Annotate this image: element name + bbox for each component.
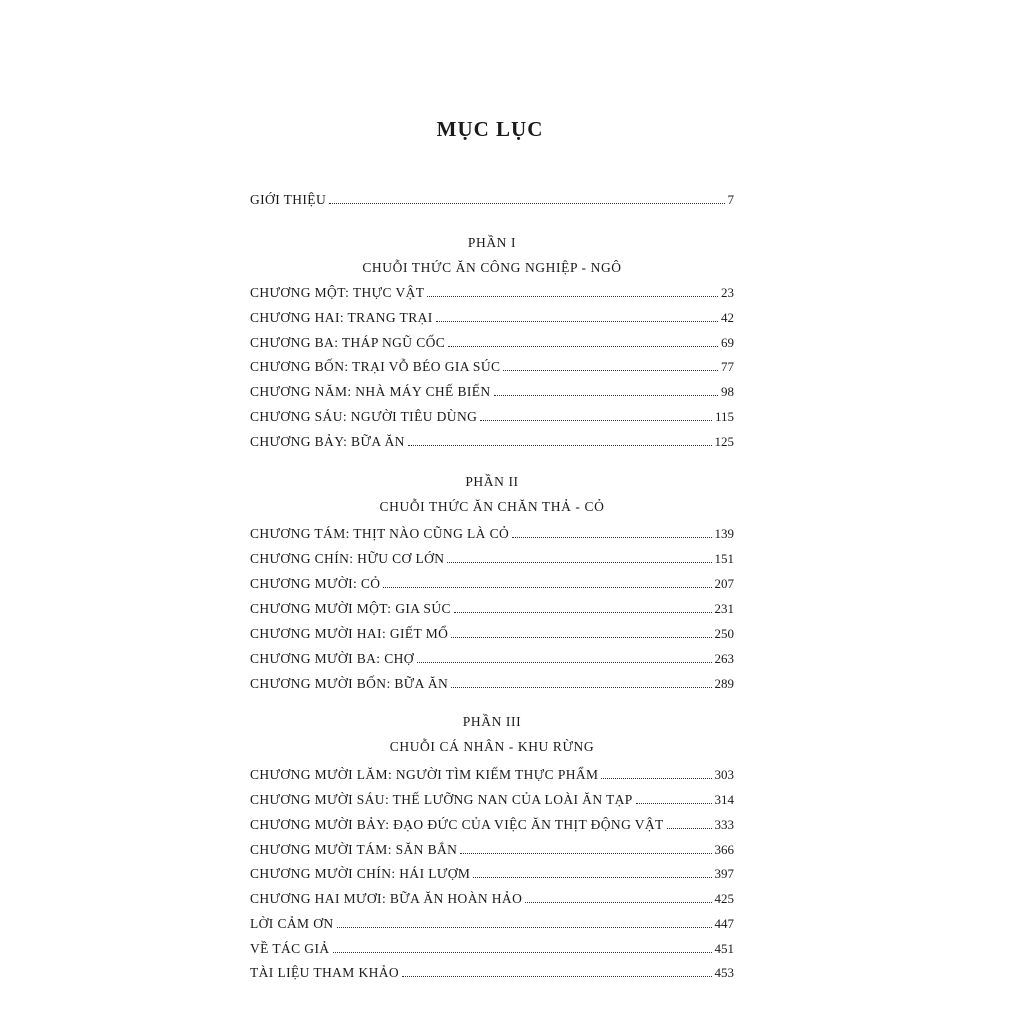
toc-entry-label: CHƯƠNG BẢY: BỮA ĂN (250, 434, 405, 449)
toc-page-number: 425 (714, 891, 734, 906)
toc-page-number: 151 (714, 551, 734, 566)
dot-leader (448, 346, 718, 347)
dot-leader (451, 687, 711, 688)
toc-page-number: 453 (714, 965, 734, 980)
dot-leader (427, 296, 718, 297)
toc-page-number: 69 (721, 335, 734, 350)
toc-entry-label: CHƯƠNG HAI: TRANG TRẠI (250, 310, 433, 325)
toc-entry-label: CHƯƠNG NĂM: NHÀ MÁY CHẾ BIẾN (250, 384, 491, 399)
dot-leader (408, 445, 712, 446)
toc-page-number: 7 (727, 192, 734, 207)
toc-entry-intro (250, 188, 734, 208)
part-title: CHUỖI THỨC ĂN CÔNG NGHIỆP - NGÔ (362, 260, 622, 275)
toc-page-number: 23 (721, 285, 734, 300)
toc-page-number: 451 (714, 941, 734, 956)
toc-entry (250, 887, 734, 907)
toc-page-number: 207 (714, 576, 734, 591)
toc-entry-label: CHƯƠNG MƯỜI SÁU: THẾ LƯỠNG NAN CỦA LOÀI ĂN TẠP (250, 792, 633, 807)
toc-entry-label: CHƯƠNG MƯỜI CHÍN: HÁI LƯỢM (250, 866, 471, 881)
toc-page-number: 289 (714, 676, 734, 691)
dot-leader (503, 370, 718, 371)
dot-leader (601, 778, 711, 779)
toc-entry-label: CHƯƠNG MƯỜI MỘT: GIA SÚC (250, 601, 451, 616)
toc-page-number: 397 (714, 866, 734, 881)
toc-entry-references (250, 961, 734, 981)
toc-entry-label: CHƯƠNG MƯỜI BỐN: BỮA ĂN (250, 676, 449, 691)
toc-entry (250, 763, 734, 783)
toc-entry-label: CHƯƠNG CHÍN: HỮU CƠ LỚN (250, 551, 445, 566)
toc-entry-label: GIỚI THIỆU (250, 192, 327, 207)
part-heading: PHẦN I (467, 235, 517, 250)
toc-entry (250, 597, 734, 617)
toc-entry (250, 647, 734, 667)
toc-page-number: 250 (714, 626, 734, 641)
toc-page-number: 333 (714, 817, 734, 832)
dot-leader (329, 203, 724, 204)
toc-page-number: 139 (714, 526, 734, 541)
dot-leader (333, 952, 712, 953)
toc-entry (250, 405, 734, 425)
dot-leader (417, 662, 712, 663)
dot-leader (636, 803, 712, 804)
dot-leader (525, 902, 711, 903)
toc-page-number: 125 (714, 434, 734, 449)
toc-entry-label: CHƯƠNG BA: THÁP NGŨ CỐC (250, 335, 446, 350)
toc-entry-about-author (250, 937, 734, 957)
toc-entry-label: CHƯƠNG MƯỜI: CỎ (250, 576, 381, 591)
part-title: CHUỖI CÁ NHÂN - KHU RỪNG (389, 739, 595, 754)
dot-leader (447, 562, 711, 563)
toc-entry-label: CHƯƠNG HAI MƯƠI: BỮA ĂN HOÀN HẢO (250, 891, 523, 906)
toc-entry (250, 355, 734, 375)
toc-entry-label: LỜI CẢM ƠN (250, 916, 334, 931)
dot-leader (473, 877, 711, 878)
toc-page-number: 231 (714, 601, 734, 616)
dot-leader (436, 321, 718, 322)
toc-entry (250, 522, 734, 542)
toc-entry-label: CHƯƠNG TÁM: THỊT NÀO CŨNG LÀ CỎ (250, 526, 510, 541)
toc-entry-label: TÀI LIỆU THAM KHẢO (250, 965, 400, 980)
toc-entry-label: CHƯƠNG MƯỜI HAI: GIẾT MỔ (250, 626, 449, 641)
toc-page-number: 263 (714, 651, 734, 666)
toc-page-number: 314 (714, 792, 734, 807)
toc-page-number: 303 (714, 767, 734, 782)
dot-leader (667, 828, 712, 829)
toc-page-number: 77 (721, 359, 734, 374)
dot-leader (454, 612, 712, 613)
toc-entry (250, 788, 734, 808)
dot-leader (402, 976, 711, 977)
toc-entry-label: CHƯƠNG MƯỜI TÁM: SĂN BẮN (250, 842, 458, 857)
toc-entry (250, 672, 734, 692)
dot-leader (337, 927, 712, 928)
toc-entry-label: CHƯƠNG SÁU: NGƯỜI TIÊU DÙNG (250, 409, 478, 424)
toc-entry (250, 331, 734, 351)
toc-page-number: 42 (721, 310, 734, 325)
toc-entry (250, 813, 734, 833)
toc-entry (250, 430, 734, 450)
toc-entry (250, 380, 734, 400)
toc-entry-label: VỀ TÁC GIẢ (250, 941, 330, 956)
part-title: CHUỖI THỨC ĂN CHĂN THẢ - CỎ (379, 499, 605, 514)
toc-entry (250, 838, 734, 858)
dot-leader (512, 537, 711, 538)
dot-leader (451, 637, 711, 638)
toc-page-number: 98 (721, 384, 734, 399)
toc-entry (250, 862, 734, 882)
toc-entry-label: CHƯƠNG MƯỜI LĂM: NGƯỜI TÌM KIẾM THỰC PHẨM (250, 767, 599, 782)
toc-entry-acknowledgements (250, 912, 734, 932)
toc-entry-label: CHƯƠNG BỐN: TRẠI VỖ BÉO GIA SÚC (250, 359, 501, 374)
dot-leader (480, 420, 712, 421)
toc-page-number: 447 (714, 916, 734, 931)
toc-entry-label: CHƯƠNG MƯỜI BA: CHỢ (250, 651, 414, 666)
toc-entry-label: CHƯƠNG MỘT: THỰC VẬT (250, 285, 425, 300)
dot-leader (460, 853, 711, 854)
part-heading: PHẦN II (465, 474, 519, 489)
dot-leader (494, 395, 718, 396)
toc-entry (250, 622, 734, 642)
toc-page-number: 115 (714, 409, 734, 424)
dot-leader (383, 587, 711, 588)
toc-entry (250, 572, 734, 592)
page-title: MỤC LỤC (436, 117, 544, 141)
toc-entry (250, 547, 734, 567)
part-heading: PHẦN III (462, 714, 522, 729)
toc-entry (250, 281, 734, 301)
toc-page-number: 366 (714, 842, 734, 857)
toc-entry-label: CHƯƠNG MƯỜI BẢY: ĐẠO ĐỨC CỦA VIỆC ĂN THỊT ĐỘNG VẬT (250, 817, 664, 832)
toc-entry (250, 306, 734, 326)
